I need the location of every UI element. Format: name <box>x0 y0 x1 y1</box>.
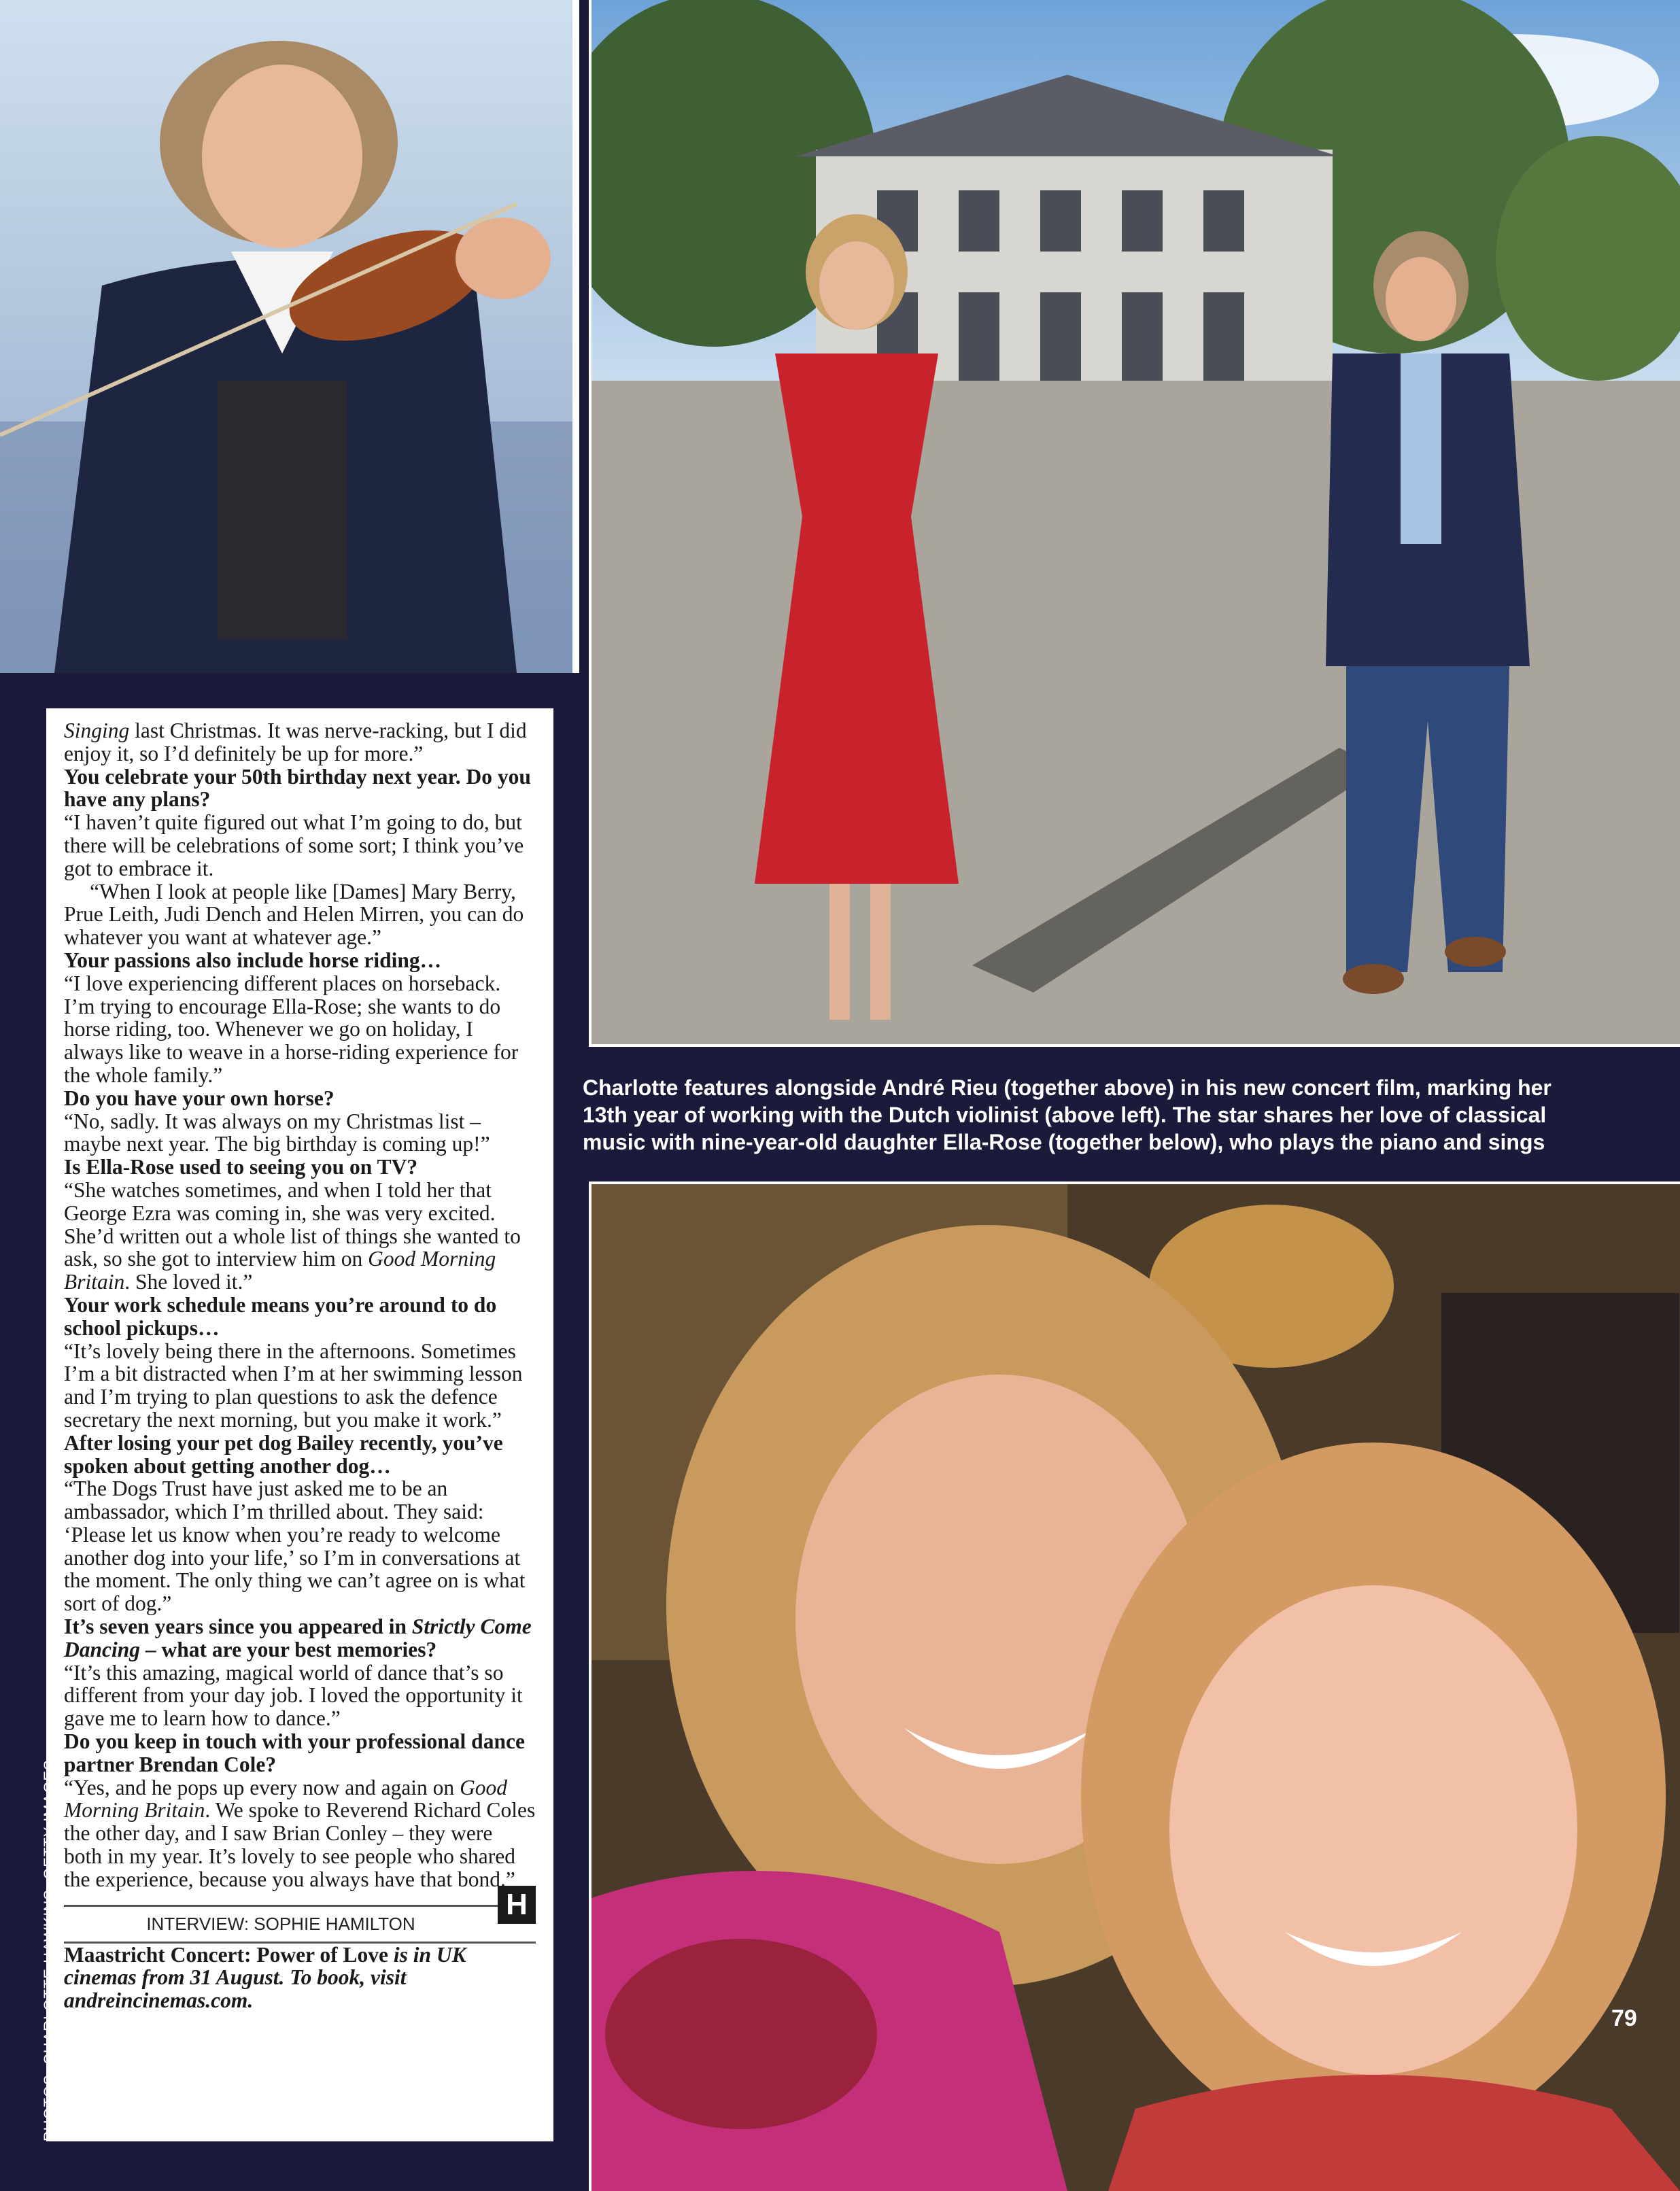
question: After losing your pet dog Bailey recently, you’ve spoken about getting another dog… <box>64 1430 503 1478</box>
question <box>64 1615 536 1661</box>
magazine-logo-icon: H <box>498 1886 536 1924</box>
question: Do you keep in touch with your professional dance partner Brendan Cole? <box>64 1729 525 1776</box>
caption-line-3: music with nine-year-old daughter Ella-Rose (together below), who plays the piano and sings <box>583 1130 1545 1154</box>
footer-details: is in UK cinemas from 31 August. To book, visit andreincinemas.com. <box>64 1942 466 2013</box>
photo-violinist <box>0 0 579 673</box>
photo-mother-daughter <box>589 1181 1680 2191</box>
interview-credit: INTERVIEW: SOPHIE HAMILTON <box>146 1913 415 1934</box>
footer-note <box>64 1944 536 2012</box>
page-number: 79 <box>1611 2005 1637 2031</box>
photo-town-square <box>589 0 1680 1047</box>
answer-text: . We spoke to Reverend Richard Coles the other day, and I saw Brian Conley – they were both in my year. It’s lovely to see people who shared the experience, because you always have that bond.” <box>64 1798 536 1891</box>
photo-caption <box>583 1074 1657 1156</box>
answer-text: . She loved it.” <box>124 1270 253 1294</box>
answer: “No, sadly. It was always on my Christmas list – maybe next year. The big birthday is coming up!” <box>64 1109 490 1156</box>
answer: “I love experiencing different places on horseback. I’m trying to encourage Ella-Rose; she wants to do horse riding, too. Whenever we go on holiday, I always like to weave in a horse-riding experience for the whole family.” <box>64 971 519 1087</box>
question: You celebrate your 50th birthday next year. Do you have any plans? <box>64 764 531 812</box>
emphasis: Singing <box>64 719 130 742</box>
photo-credit: PHOTOS: CHARLOTTE HAWKINS, GETTY IMAGES <box>41 1759 58 2141</box>
emphasis: Good Morning Britain <box>64 1247 496 1294</box>
question-text: It’s seven years since you appeared in <box>64 1615 412 1639</box>
caption-line-2: 13th year of working with the Dutch violinist (above left). The star shares her love of classical <box>583 1103 1547 1127</box>
footer-title: Maastricht Concert: Power of Love <box>64 1942 389 1967</box>
emphasis: Strictly Come Dancing <box>64 1615 532 1661</box>
answer-text: “She watches sometimes, and when I told her that George Ezra was coming in, she was very excited. She’d written out a whole list of things she wanted to ask, so she got to interview him on <box>64 1177 521 1271</box>
article-column <box>46 708 553 2141</box>
answer: “It’s this amazing, magical world of dance that’s so different from your day job. I loved the opportunity it gave me to learn how to dance.” <box>64 1660 523 1731</box>
question: Do you have your own horse? <box>64 1086 335 1110</box>
answer <box>64 1775 536 1921</box>
answer <box>64 1179 536 1294</box>
answer: “The Dogs Trust have just asked me to be an ambassador, which I’m thrilled about. They said: ‘Please let us know when you’re ready to welcome another dog into your life,’ so I’m in conversations at the moment. The only thing we can’t agree on is what sort of dog.” <box>64 1477 526 1616</box>
answer: “It’s lovely being there in the afternoons. Sometimes I’m a bit distracted when I’m at her swimming lesson and I’m trying to plan questions to ask the defence secretary the next morning, but you make it work.” <box>64 1339 523 1432</box>
answer-text: “Yes, and he pops up every now and again on <box>64 1775 460 1799</box>
paragraph-text: last Christmas. It was nerve-racking, but I did enjoy it, so I’d definitely be up for more.” <box>64 719 527 765</box>
question-text: – what are your best memories? <box>140 1637 437 1661</box>
question: Is Ella-Rose used to seeing you on TV? <box>64 1155 418 1179</box>
divider <box>64 1905 536 1907</box>
emphasis: Good Morning Britain <box>64 1775 508 1823</box>
paragraph <box>64 719 536 765</box>
answer: “When I look at people like [Dames] Mary Berry, Prue Leith, Judi Dench and Helen Mirren, you can do whatever you want at whatever age.” <box>64 879 524 950</box>
question: Your passions also include horse riding… <box>64 948 442 972</box>
answer: “I haven’t quite figured out what I’m going to do, but there will be celebrations of some sort; I think you’ve got to embrace it. <box>64 810 524 880</box>
caption-line-1: Charlotte features alongside André Rieu (together above) in his new concert film, marking her <box>583 1075 1552 1100</box>
question: Your work schedule means you’re around to do school pickups… <box>64 1292 497 1340</box>
